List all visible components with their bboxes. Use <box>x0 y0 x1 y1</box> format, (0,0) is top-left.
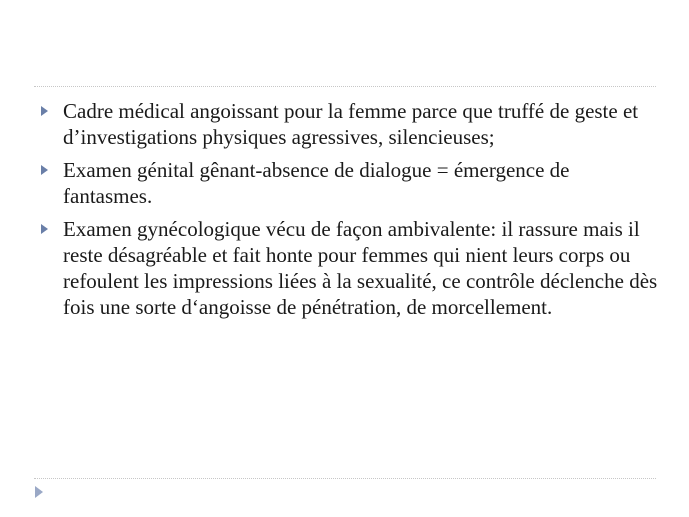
bullet-list <box>38 98 658 327</box>
bullet-text-2: Examen génital gênant-absence de dialogue = émergence de fantasmes. <box>63 158 570 208</box>
bullet-item-3 <box>38 216 658 320</box>
bullet-item-1 <box>38 98 658 150</box>
bullet-item-2 <box>38 157 658 209</box>
triangle-bullet-icon <box>41 106 48 116</box>
triangle-bullet-icon <box>41 224 48 234</box>
top-divider <box>34 86 656 87</box>
triangle-bullet-icon <box>41 165 48 175</box>
next-slide-arrow-icon[interactable] <box>35 486 43 498</box>
bottom-divider <box>34 478 656 479</box>
bullet-text-1: Cadre médical angoissant pour la femme parce que truffé de geste et d’investigations physiques agressives, silencieuses; <box>63 99 639 149</box>
bullet-text-3: Examen gynécologique vécu de façon ambivalente: il rassure mais il reste désagréable et fait honte pour femmes qui nient leurs corps ou refoulent les impressions liées à la sexualité, ce contrôle déclenche dès fois une sorte d‘angoisse de pénétration, de morcellement. <box>63 217 658 319</box>
